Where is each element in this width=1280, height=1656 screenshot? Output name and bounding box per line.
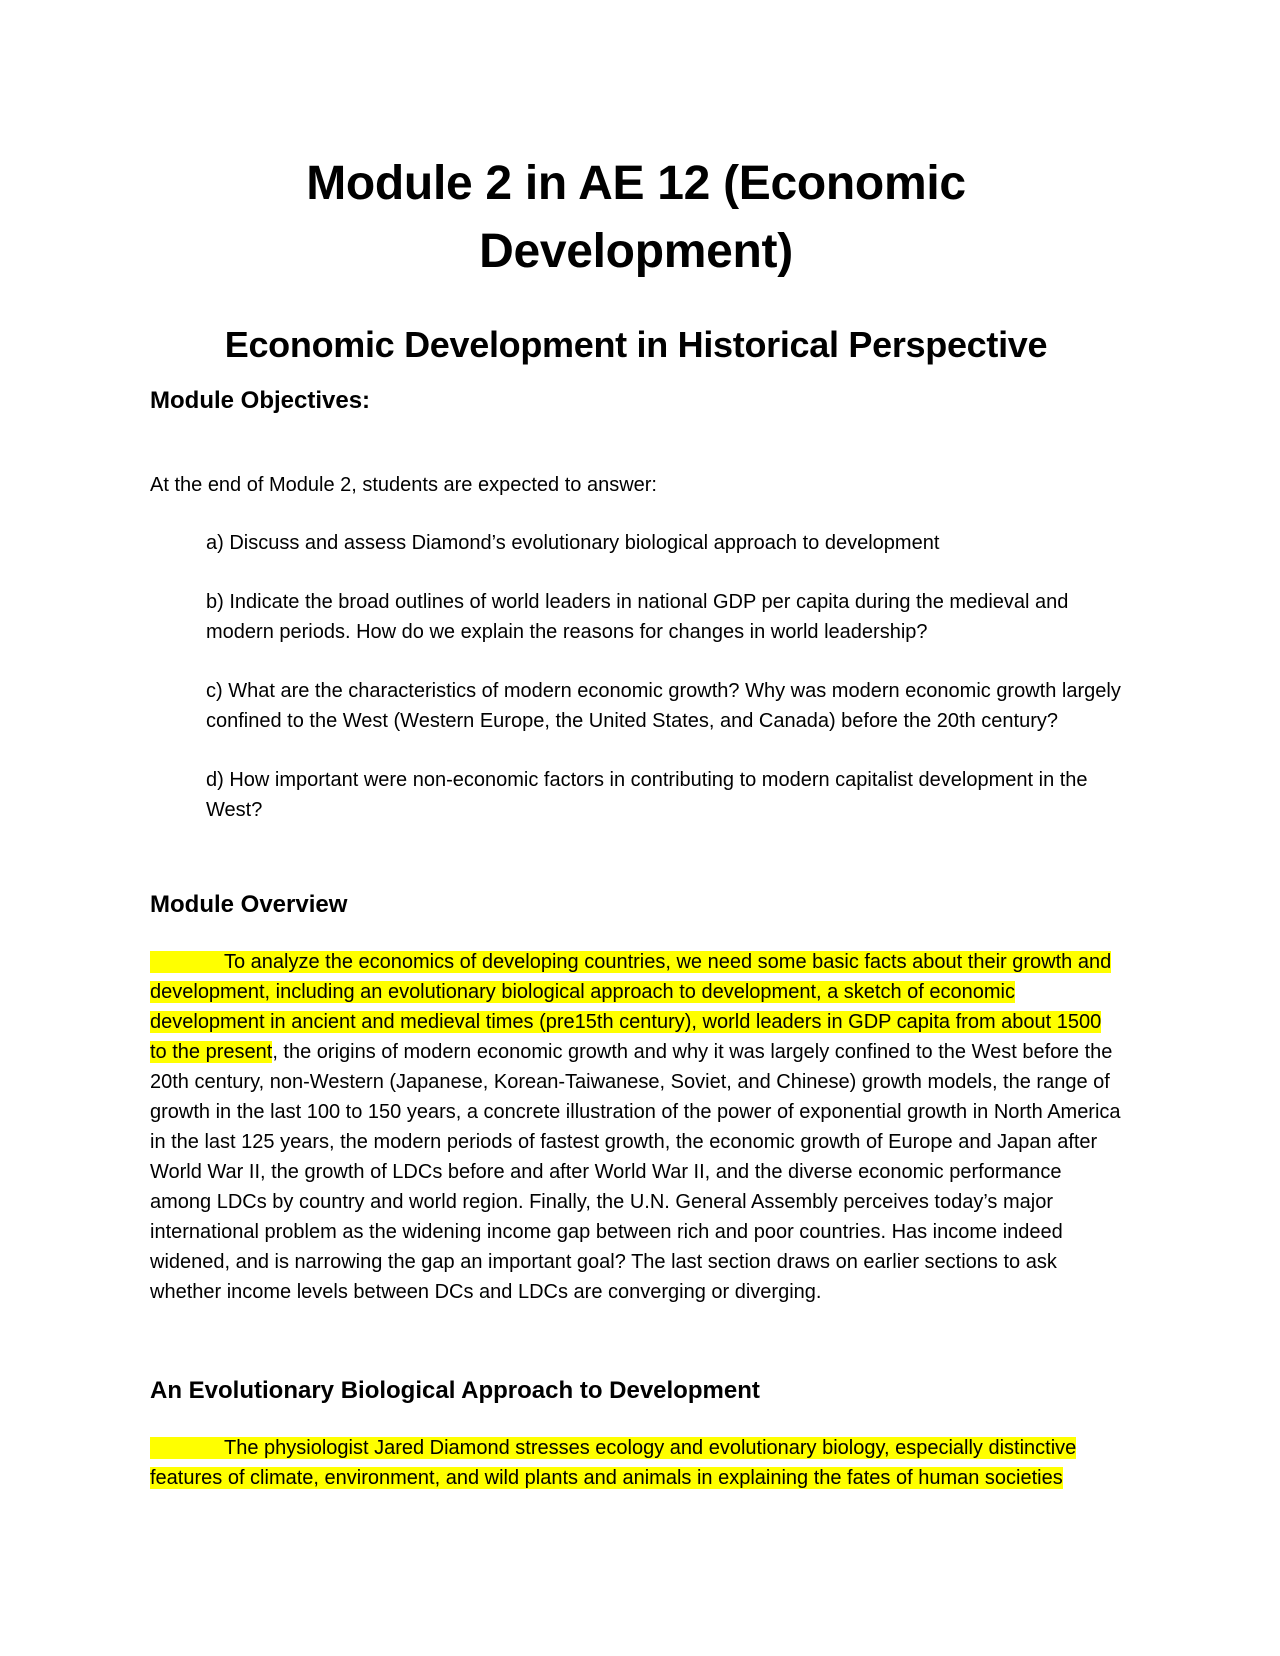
objectives-list xyxy=(206,528,1122,854)
objective-item-d: d) How important were non-economic factors in contributing to modern capitalist development in the West? xyxy=(206,769,1088,821)
overview-paragraph xyxy=(150,947,1122,1307)
document-subtitle: Economic Development in Historical Perspective xyxy=(224,324,1048,365)
document-page xyxy=(150,0,1122,1656)
objective-item-c: c) What are the characteristics of modern economic growth? Why was modern economic growth largely confined to the West (Western Europe, the United States, and Canada) before the 20th century? xyxy=(206,680,1121,732)
objectives-intro: At the end of Module 2, students are expected to answer: xyxy=(150,474,657,496)
document-title: Module 2 in AE 12 (Economic Development) xyxy=(306,157,966,278)
objectives-heading: Module Objectives: xyxy=(150,387,371,414)
evolutionary-highlight-content: The physiologist Jared Diamond stresses ecology and evolutionary biology, especially distinctive features of climate, environment, and wild plants and animals in explaining the fates of human societies xyxy=(150,1437,1077,1489)
objective-item-b: b) Indicate the broad outlines of world leaders in national GDP per capita during the medieval and modern periods. How do we explain the reasons for changes in world leadership? xyxy=(206,591,1069,643)
evolutionary-paragraph xyxy=(150,1433,1122,1493)
overview-body-text: , the origins of modern economic growth and why it was largely confined to the West before the 20th century, non-Western (Japanese, Korean-Taiwanese, Soviet, and Chinese) growth models, the range of growth in the last 100 to 150 years, a concrete illustration of the power of exponential growth in North America in the last 125 years, the modern periods of fastest growth, the economic growth of Europe and Japan after World War II, the growth of LDCs before and after World War II, and the diverse economic performance among LDCs by country and world region. Finally, the U.N. General Assembly perceives today’s major international problem as the widening income gap between rich and poor countries. Has income indeed widened, and is narrowing the gap an important goal? The last section draws on earlier sections to ask whether income levels between DCs and LDCs are converging or diverging. xyxy=(150,1041,1121,1303)
overview-highlight-content: To analyze the economics of developing countries, we need some basic facts about their growth and development, including an evolutionary biological approach to development, a sketch of economic development in ancient and medieval times (pre15th century), world leaders in GDP capita from about 1500 to the present xyxy=(150,951,1112,1063)
objective-item-a: a) Discuss and assess Diamond’s evolutionary biological approach to development xyxy=(206,532,940,554)
evolutionary-highlighted-text xyxy=(150,1437,1076,1489)
overview-heading: Module Overview xyxy=(150,891,348,918)
evolutionary-heading: An Evolutionary Biological Approach to Development xyxy=(150,1377,760,1404)
